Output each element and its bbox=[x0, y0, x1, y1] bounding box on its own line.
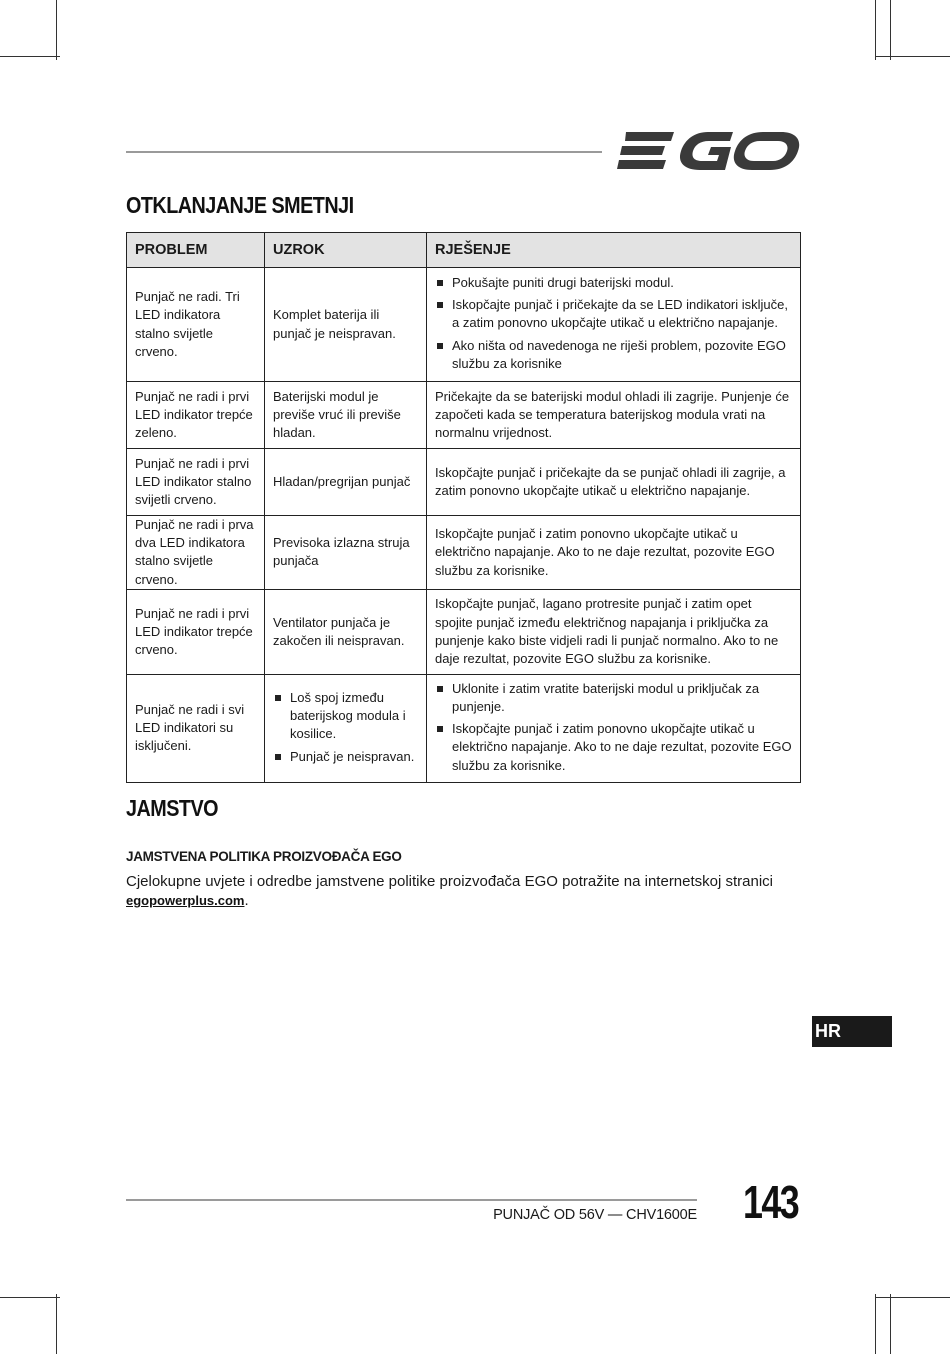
solution-cell bbox=[427, 268, 801, 382]
solution-cell: Iskopčajte punjač, lagano protresite punjač i zatim opet spojite punjač između električnog napajanja i priključka za punjenje kako biste vidjeli radi li punjač normalno. Ako to ne daje rezultat, pozovite EGO službu za korisnike. bbox=[427, 589, 801, 674]
crop-mark bbox=[56, 0, 57, 60]
table-row bbox=[127, 516, 801, 590]
table-row bbox=[127, 674, 801, 782]
table-row bbox=[127, 268, 801, 382]
footer-rule bbox=[126, 1199, 697, 1201]
list-item: Loš spoj između baterijskog modula i kosilice. bbox=[273, 689, 418, 744]
solution-cell bbox=[427, 674, 801, 782]
list-item: Punjač je neispravan. bbox=[273, 748, 418, 766]
table-row bbox=[127, 382, 801, 449]
header-cause: UZROK bbox=[265, 233, 427, 268]
cause-cell: Hladan/pregrijan punjač bbox=[265, 449, 427, 516]
warranty-title: JAMSTVO bbox=[126, 795, 219, 821]
crop-mark bbox=[875, 56, 950, 57]
solution-cell: Iskopčajte punjač i zatim ponovno ukopčajte utikač u električno napajanje. Ako to ne daje rezultat, pozovite EGO službu za korisnike. bbox=[427, 516, 801, 590]
problem-cell: Punjač ne radi i prvi LED indikator trepće zeleno. bbox=[127, 382, 265, 449]
table-row bbox=[127, 449, 801, 516]
cause-cell: Baterijski modul je previše vruć ili previše hladan. bbox=[265, 382, 427, 449]
crop-mark bbox=[890, 0, 891, 60]
crop-mark bbox=[875, 1297, 950, 1298]
troubleshooting-table bbox=[126, 232, 801, 783]
cause-cell: Previsoka izlazna struja punjača bbox=[265, 516, 427, 590]
list-item: Uklonite i zatim vratite baterijski modul u priključak za punjenje. bbox=[435, 680, 792, 716]
page-number: 143 bbox=[743, 1176, 799, 1228]
list-item: Iskopčajte punjač i zatim ponovno ukopčajte utikač u električno napajanje. Ako to ne daje rezultat, pozovite EGO službu za korisnike. bbox=[435, 720, 792, 775]
solution-list bbox=[435, 274, 792, 373]
crop-mark bbox=[875, 1294, 876, 1354]
language-tab: HR bbox=[812, 1016, 892, 1047]
problem-cell: Punjač ne radi i prvi LED indikator stalno svijetli crveno. bbox=[127, 449, 265, 516]
crop-mark bbox=[890, 1294, 891, 1354]
header-problem: PROBLEM bbox=[127, 233, 265, 268]
table-row bbox=[127, 589, 801, 674]
crop-mark bbox=[56, 1294, 57, 1354]
troubleshooting-title: OTKLANJANJE SMETNJI bbox=[126, 192, 354, 218]
list-item: Pokušajte puniti drugi baterijski modul. bbox=[435, 274, 792, 292]
warranty-link[interactable]: egopowerplus.com bbox=[126, 893, 245, 908]
footer-product: PUNJAČ OD 56V — CHV1600E bbox=[493, 1207, 697, 1223]
table-header-row bbox=[127, 233, 801, 268]
problem-cell: Punjač ne radi i svi LED indikatori su isključeni. bbox=[127, 674, 265, 782]
crop-mark bbox=[0, 1297, 60, 1298]
crop-mark bbox=[875, 0, 876, 60]
link-suffix: . bbox=[244, 892, 249, 909]
crop-mark bbox=[0, 56, 60, 57]
cause-cell: Ventilator punjača je zakočen ili neispravan. bbox=[265, 589, 427, 674]
list-item: Ako ništa od navedenoga ne riješi problem, pozovite EGO službu za korisnike bbox=[435, 337, 792, 373]
solution-cell: Pričekajte da se baterijski modul ohladi ili zagrije. Punjenje će započeti kada se temperatura baterijskog modula vrati na normalnu vrijednost. bbox=[427, 382, 801, 449]
warranty-subtitle: JAMSTVENA POLITIKA PROIZVOĐAČA EGO bbox=[126, 849, 402, 864]
header-solution: RJEŠENJE bbox=[427, 233, 801, 268]
ego-logo bbox=[616, 128, 800, 174]
header-rule bbox=[126, 151, 602, 153]
list-item: Iskopčajte punjač i pričekajte da se LED indikatori isključe, a zatim ponovno ukopčajte utikač u električno napajanje. bbox=[435, 296, 792, 332]
cause-list bbox=[273, 689, 418, 766]
solution-cell: Iskopčajte punjač i pričekajte da se punjač ohladi ili zagrije, a zatim ponovno ukopčajte utikač u električno napajanje. bbox=[427, 449, 801, 516]
problem-cell: Punjač ne radi i prva dva LED indikatora stalno svijetle crveno. bbox=[127, 516, 265, 590]
cause-cell: Komplet baterija ili punjač je neispravan. bbox=[265, 268, 427, 382]
problem-cell: Punjač ne radi i prvi LED indikator trepće crveno. bbox=[127, 589, 265, 674]
solution-list bbox=[435, 680, 792, 775]
warranty-text bbox=[126, 872, 816, 910]
problem-cell: Punjač ne radi. Tri LED indikatora stalno svijetle crveno. bbox=[127, 268, 265, 382]
warranty-body: Cjelokupne uvjete i odredbe jamstvene politike proizvođača EGO potražite na internetskoj stranici bbox=[126, 873, 774, 890]
cause-cell bbox=[265, 674, 427, 782]
